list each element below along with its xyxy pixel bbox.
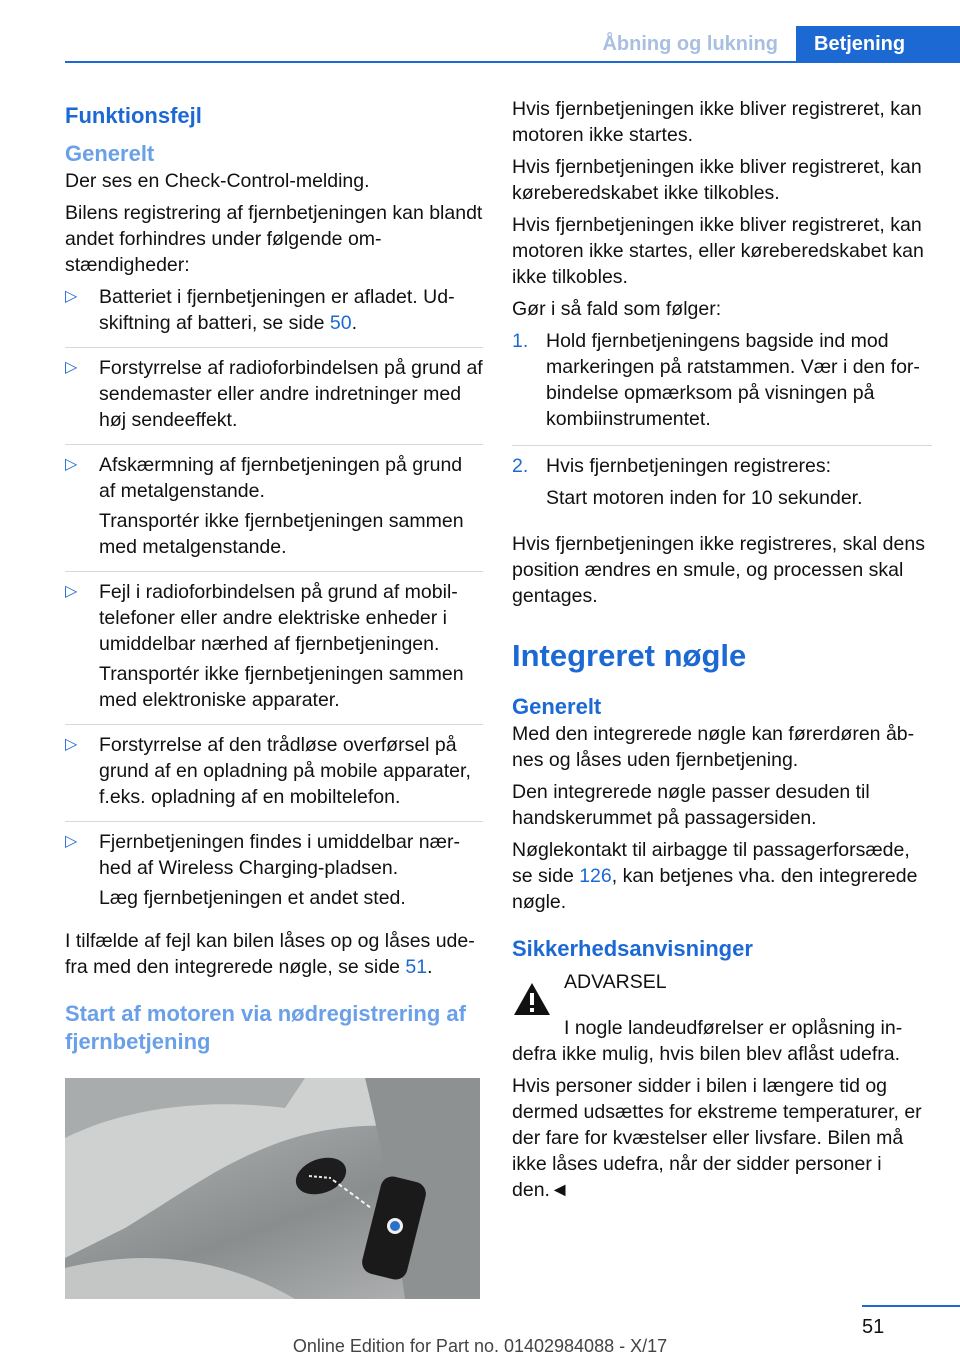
- tab-betjening[interactable]: Betjening: [796, 26, 960, 62]
- paragraph: Hvis fjernbetjeningen ikke registreres, skal dens position ændres en smule, og processen skal gentages.: [512, 533, 925, 607]
- paragraph: Nøglekontakt til airbagge til passagerforsæde, se side 126, kan betjenes vha. den integrerede nøgle.: [512, 839, 918, 913]
- page-link-126[interactable]: 126: [579, 865, 612, 887]
- triangle-bullet-icon: ▷: [65, 833, 78, 850]
- subheading-generelt: Generelt: [512, 694, 602, 719]
- subheading-sikkerhed: Sikkerhedsanvisninger: [512, 936, 753, 961]
- triangle-bullet-icon: ▷: [65, 456, 78, 473]
- header-divider: [65, 61, 960, 63]
- paragraph: Bilens registrering af fjernbetjeningen kan blandt andet forhindres under følgende omstændigheder:: [65, 202, 483, 276]
- warning-title: ADVARSEL: [564, 971, 667, 993]
- subheading-start-motor: Start af motoren via nødregistrering af fjernbetjening: [65, 1001, 466, 1054]
- steering-column-photo: [65, 1078, 480, 1299]
- paragraph: Der ses en Check-Control-melding.: [65, 170, 370, 192]
- subheading-generelt: Generelt: [65, 141, 155, 166]
- section-title-integreret-noegle: Integreret nøgle: [512, 638, 747, 673]
- warning-body: I nogle landeudførelser er oplåsning indefra ikke mulig, hvis bilen blev aflåst udefra.: [512, 1017, 903, 1065]
- list-item: 2. Hvis fjernbetjeningen registreres: Start motoren inden for 10 sekunder.: [512, 455, 863, 509]
- right-column: [512, 96, 932, 1209]
- warning-triangle-icon: [512, 981, 552, 1017]
- section-title-funktionsfejl: Funktionsfejl: [65, 103, 202, 128]
- paragraph: Hvis fjernbetjeningen ikke bliver registreret, kan motoren ikke startes.: [512, 98, 922, 146]
- paragraph: Den integrerede nøgle passer desuden til handskerummet på passagersiden.: [512, 781, 870, 829]
- list-item: ▷ Fjernbetjeningen findes i umiddelbar nærhed af Wireless Charging-pladsen. Læg fjernbetjeningen et andet sted.: [65, 831, 460, 909]
- paragraph: Hvis fjernbetjeningen ikke bliver registreret, kan motoren ikke startes, eller køreberedskabet kan ikke tilkobles.: [512, 214, 924, 288]
- step-number: 1.: [512, 330, 529, 352]
- list-item: ▷ Forstyrrelse af radioforbindelsen på grund af sendemaster eller andre indretninger med høj sendeeffekt.: [65, 355, 483, 445]
- header-tabs: [584, 26, 960, 62]
- triangle-bullet-icon: ▷: [65, 736, 78, 753]
- triangle-bullet-icon: ▷: [65, 288, 78, 305]
- paragraph: I tilfælde af fejl kan bilen låses op og låses udefra med den integrerede nøgle, se side 51.: [65, 930, 475, 978]
- warning-block: [512, 969, 932, 1017]
- step-number: 2.: [512, 455, 529, 477]
- page-link-50[interactable]: 50: [329, 312, 352, 334]
- page-link-51[interactable]: 51: [405, 956, 428, 978]
- edition-footer: Online Edition for Part no. 01402984088 - X/17: [292, 1336, 668, 1356]
- paragraph: Med den integrerede nøgle kan førerdøren åbnes og låses uden fjernbetjening.: [512, 723, 915, 771]
- warning-text: [564, 969, 932, 1001]
- list-item: ▷ Forstyrrelse af den trådløse overførsel på grund af en opladning på mobile apparater, f.eks. opladning af en mobiltelefon.: [65, 732, 483, 822]
- page-number: 51: [862, 1316, 885, 1338]
- cause-list: [65, 284, 483, 922]
- list-item: ▷ Afskærmning af fjernbetjeningen på grund af metalgenstande. Transportér ikke fjernbetjeningen sammen med metalgenstande.: [65, 452, 483, 572]
- tab-aabning-og-lukning[interactable]: Åbning og lukning: [602, 33, 778, 55]
- triangle-bullet-icon: ▷: [65, 359, 78, 376]
- paragraph: Gør i så fald som følger:: [512, 298, 722, 320]
- footer-divider: [862, 1305, 960, 1307]
- paragraph: Hvis personer sidder i bilen i længere tid og dermed udsættes for ekstreme temperaturer, er der fare for kvæstelser eller livsfare. Bilen må ikke låses udefra, når der sidder personer i den.◄: [512, 1075, 922, 1201]
- list-item: 1. Hold fjernbetjeningens bagside ind mod markeringen på ratstammen. Vær i den forbindelse opmærksom på visningen på kombiinstrumentet.: [512, 328, 932, 446]
- list-item: ▷ Fejl i radioforbindelsen på grund af mobiltelefoner eller andre elektriske enheder i umiddelbar nærhed af fjernbetjeningen. Transportér ikke fjernbetjeningen sammen med elektroniske apparater.: [65, 579, 483, 725]
- left-column: [65, 96, 483, 1299]
- triangle-bullet-icon: ▷: [65, 583, 78, 600]
- steps-list: [512, 328, 932, 524]
- key-fob-illustration: [65, 1078, 480, 1299]
- list-item: ▷ Batteriet i fjernbetjeningen er afladet. Udskiftning af batteri, se side 50.: [65, 284, 483, 348]
- paragraph: Hvis fjernbetjeningen ikke bliver registreret, kan køreberedskabet ikke tilkobles.: [512, 156, 922, 204]
